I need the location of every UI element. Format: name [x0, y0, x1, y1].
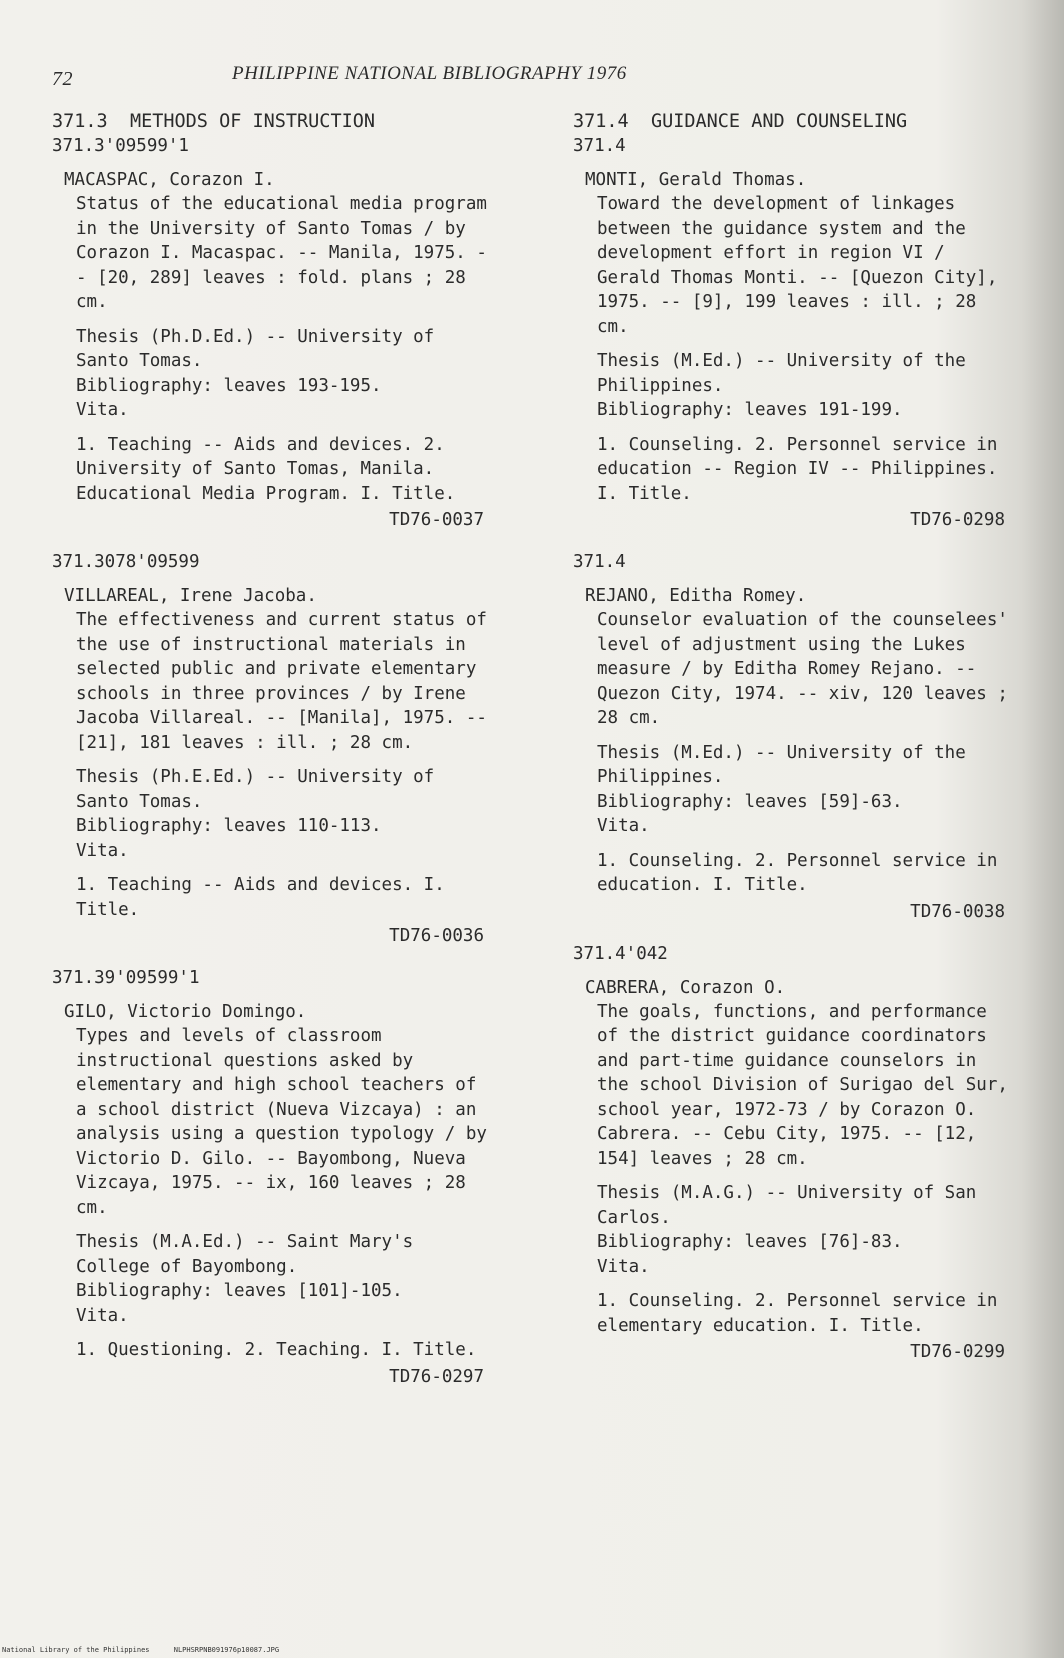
entry-author: VILLAREAL, Irene Jacoba.: [64, 586, 317, 606]
class-number: 371.39'09599'1: [52, 968, 200, 988]
entry-author: GILO, Victorio Domingo.: [64, 1002, 307, 1022]
entry-notes: Thesis (M.A.G.) -- University of San Carlos.: [597, 1183, 977, 1228]
control-number: TD76-0298: [910, 510, 1005, 530]
catalog-entry: [573, 550, 1013, 924]
class-number: 371.3'09599'1: [52, 136, 189, 156]
entry-notes: Thesis (Ph.E.Ed.) -- University of Santo Tomas.: [76, 767, 435, 812]
footer-file: NLPHSRPNB091976p10087.JPG: [173, 1646, 280, 1654]
entry-author: REJANO, Editha Romey.: [585, 586, 807, 606]
entry-notes: Thesis (M.Ed.) -- University of the Philippines.: [597, 351, 966, 396]
entry-bibliography: Bibliography: leaves 193-195.: [76, 375, 382, 396]
catalog-entry: [573, 134, 1013, 532]
entry-bibliography: Bibliography: leaves 191-199.: [597, 400, 903, 420]
entry-body: [76, 192, 492, 506]
entry-subjects: 1. Counseling. 2. Personnel service in education -- Region IV -- Philippines. I. Title.: [597, 434, 998, 504]
control-number: TD76-0297: [389, 1366, 484, 1387]
publication-title: PHILIPPINE NATIONAL BIBLIOGRAPHY 1976: [232, 63, 627, 84]
entry-notes: Thesis (M.Ed.) -- University of the Philippines.: [597, 742, 966, 787]
control-number: TD76-0038: [910, 901, 1005, 922]
entry-body: [76, 608, 492, 922]
class-number: 371.3078'09599: [52, 552, 200, 572]
entry-notes: Thesis (M.A.Ed.) -- Saint Mary's College of Bayombong.: [76, 1232, 414, 1277]
entry-bibliography: Bibliography: leaves [101]-105.: [76, 1281, 403, 1301]
entry-body: [76, 1024, 492, 1363]
catalog-entry: [573, 942, 1013, 1365]
entry-body: [597, 608, 1013, 898]
left-column: [52, 110, 492, 1407]
entry-bibliography: Bibliography: leaves [76]-83.: [597, 1232, 903, 1252]
entry-description: Status of the educational media program in the University of Santo Tomas / by Corazon I. Macaspac. -- Manila, 1975. -- [20, 289] leaves : fold. plans ; 28 cm.: [76, 194, 487, 312]
running-head: [52, 58, 752, 88]
section-heading: 371.4 GUIDANCE AND COUNSELING: [573, 111, 908, 132]
entry-description: Types and levels of classroom instructional questions asked by elementary and high school teachers of a school district (Nueva Vizcaya) : an analysis using a question typology / by Victorio D. Gilo. -- Bayombong, Nueva Vizcaya, 1975. -- ix, 160 leaves ; 28 cm.: [76, 1026, 487, 1218]
entry-subjects: 1. Teaching -- Aids and devices. I. Title.: [76, 875, 445, 920]
class-number: 371.4: [573, 552, 626, 572]
class-number: 371.4: [573, 136, 626, 156]
class-number: 371.4'042: [573, 943, 668, 964]
entry-bibliography: Bibliography: leaves [59]-63.: [597, 791, 903, 812]
entry-notes: Thesis (Ph.D.Ed.) -- University of Santo Tomas.: [76, 326, 435, 371]
entry-vita: Vita.: [76, 1305, 129, 1326]
entry-description: Counselor evaluation of the counselees' level of adjustment using the Lukes measure / by Editha Romey Rejano. -- Quezon City, 1974. -- xiv, 120 leaves ; 28 cm.: [597, 610, 1008, 728]
catalog-entry: [52, 134, 492, 532]
entry-vita: Vita.: [597, 816, 650, 836]
entry-description: The effectiveness and current status of the use of instructional materials in selected public and private elementary schools in three provinces / by Irene Jacoba Villareal. -- [Manila], 1975. -- [21], 181 leaves : ill. ; 28 cm.: [76, 610, 487, 753]
entry-description: The goals, functions, and performance of the district guidance coordinators and part-time guidance counselors in the school Division of Surigao del Sur, school year, 1972-73 / by Corazon O. Cabrera. -- Cebu City, 1975. -- [12, 154] leaves ; 28 cm.: [597, 1001, 1008, 1169]
control-number: TD76-0299: [910, 1342, 1005, 1362]
entry-author: CABRERA, Corazon O.: [585, 977, 786, 998]
scan-footer: [2, 1646, 279, 1654]
control-number: TD76-0036: [389, 926, 484, 946]
page-number: 72: [52, 68, 73, 90]
entry-body: [597, 192, 1013, 506]
entry-subjects: 1. Counseling. 2. Personnel service in elementary education. I. Title.: [597, 1291, 998, 1336]
entry-body: [597, 1000, 1013, 1339]
entry-bibliography: Bibliography: leaves 110-113.: [76, 816, 382, 836]
entry-vita: Vita.: [76, 840, 129, 861]
catalog-entry: [52, 550, 492, 948]
entry-vita: Vita.: [76, 400, 129, 420]
entry-subjects: 1. Counseling. 2. Personnel service in education. I. Title.: [597, 850, 998, 895]
section-heading: 371.3 METHODS OF INSTRUCTION: [52, 111, 376, 132]
entry-subjects: 1. Teaching -- Aids and devices. 2. University of Santo Tomas, Manila. Educational Media Program. I. Title.: [76, 434, 456, 504]
right-column: [573, 110, 1013, 1382]
control-number: TD76-0037: [389, 510, 484, 530]
entry-subjects: 1. Questioning. 2. Teaching. I. Title.: [76, 1340, 477, 1360]
entry-author: MACASPAC, Corazon I.: [64, 170, 275, 190]
entry-author: MONTI, Gerald Thomas.: [585, 170, 807, 190]
entry-description: Toward the development of linkages between the guidance system and the development effort in region VI / Gerald Thomas Monti. -- [Quezon City], 1975. -- [9], 199 leaves : ill. ; 28 cm.: [597, 194, 998, 337]
entry-vita: Vita.: [597, 1256, 650, 1277]
footer-library: National Library of the Philippines: [2, 1646, 150, 1654]
catalog-entry: [52, 966, 492, 1389]
